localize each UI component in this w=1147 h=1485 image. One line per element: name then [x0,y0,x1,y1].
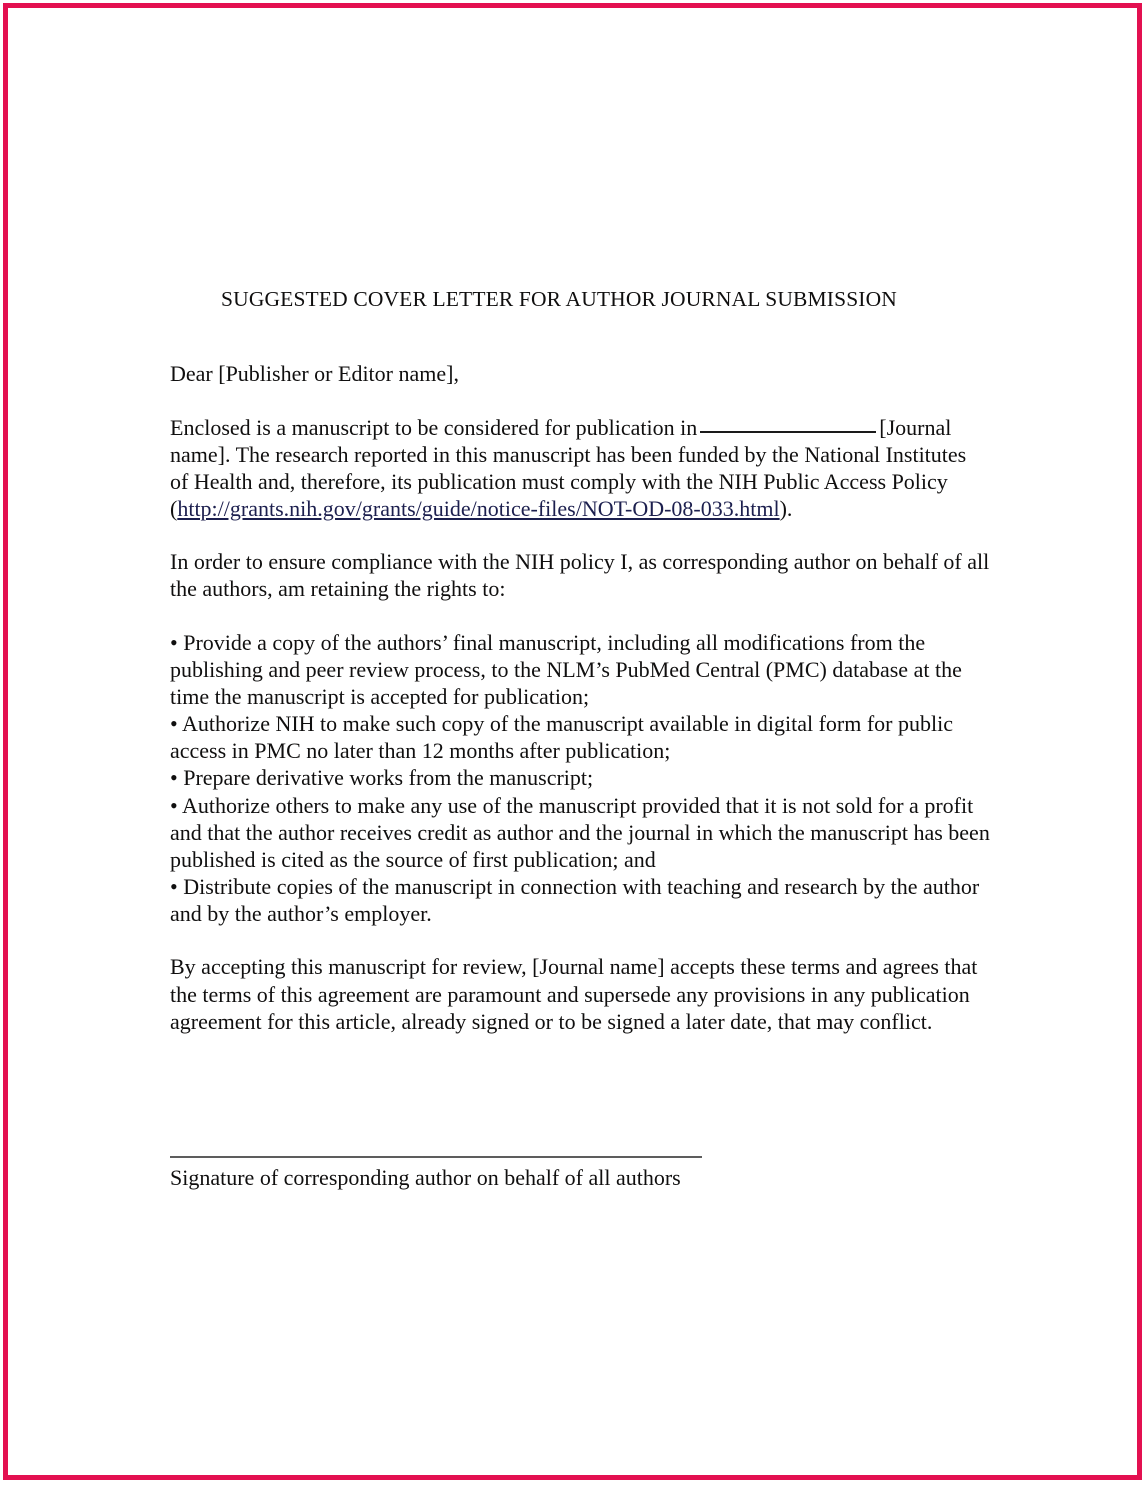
paragraph-1-after-blank: [Journal name]. The research reported in this manuscript has been funded by the National Institutes of Health and, therefore, its publication must comply with the NIH Public Access Policy ( [170,414,967,522]
list-item: • Authorize others to make any use of the manuscript provided that it is not sold for a profit and that the author receives credit as author and the journal in which the manuscript has been published is cited as the source of first publication; and [170,792,996,872]
paragraph-retained-rights-intro: In order to ensure compliance with the NIH policy I, as corresponding author on behalf of all the authors, am retaining the rights to: [170,549,990,602]
signature-caption: Signature of corresponding author on behalf of all authors [170,1165,681,1190]
signature-block [170,1156,730,1191]
salutation-line: Dear [Publisher or Editor name], [170,360,459,386]
journal-name-blank-field[interactable] [700,431,876,433]
paragraph-acceptance-terms: By accepting this manuscript for review, [Journal name] accepts these terms and agrees that the terms of this agreement are paramount and supersede any provisions in any publication agreement for this article, already signed or to be signed a later date, that may conflict. [170,954,978,1034]
page-title: SUGGESTED COVER LETTER FOR AUTHOR JOURNAL SUBMISSION [221,287,897,311]
document-page [8,8,1139,1477]
paragraph-enclosed-manuscript [170,414,990,523]
signature-line[interactable] [170,1156,702,1158]
paragraph-1-before-blank: Enclosed is a manuscript to be considered for publication in [170,414,698,440]
nih-public-access-policy-link[interactable]: http://grants.nih.gov/grants/guide/notice-files/NOT-OD-08-033.html [177,496,780,522]
retained-rights-list [170,629,996,928]
list-item: • Authorize NIH to make such copy of the manuscript available in digital form for public access in PMC no later than 12 months after publication; [170,711,959,764]
list-item: • Prepare derivative works from the manuscript; [170,765,594,791]
list-item: • Provide a copy of the authors’ final manuscript, including all modifications from the publishing and peer review process, to the NLM’s PubMed Central (PMC) database at the time the manuscript is accepted for publication; [170,629,968,709]
list-item: • Distribute copies of the manuscript in connection with teaching and research by the author and by the author’s employer. [170,874,985,927]
document-text-block [170,286,996,1035]
paragraph-1-after-link: ). [779,496,793,522]
